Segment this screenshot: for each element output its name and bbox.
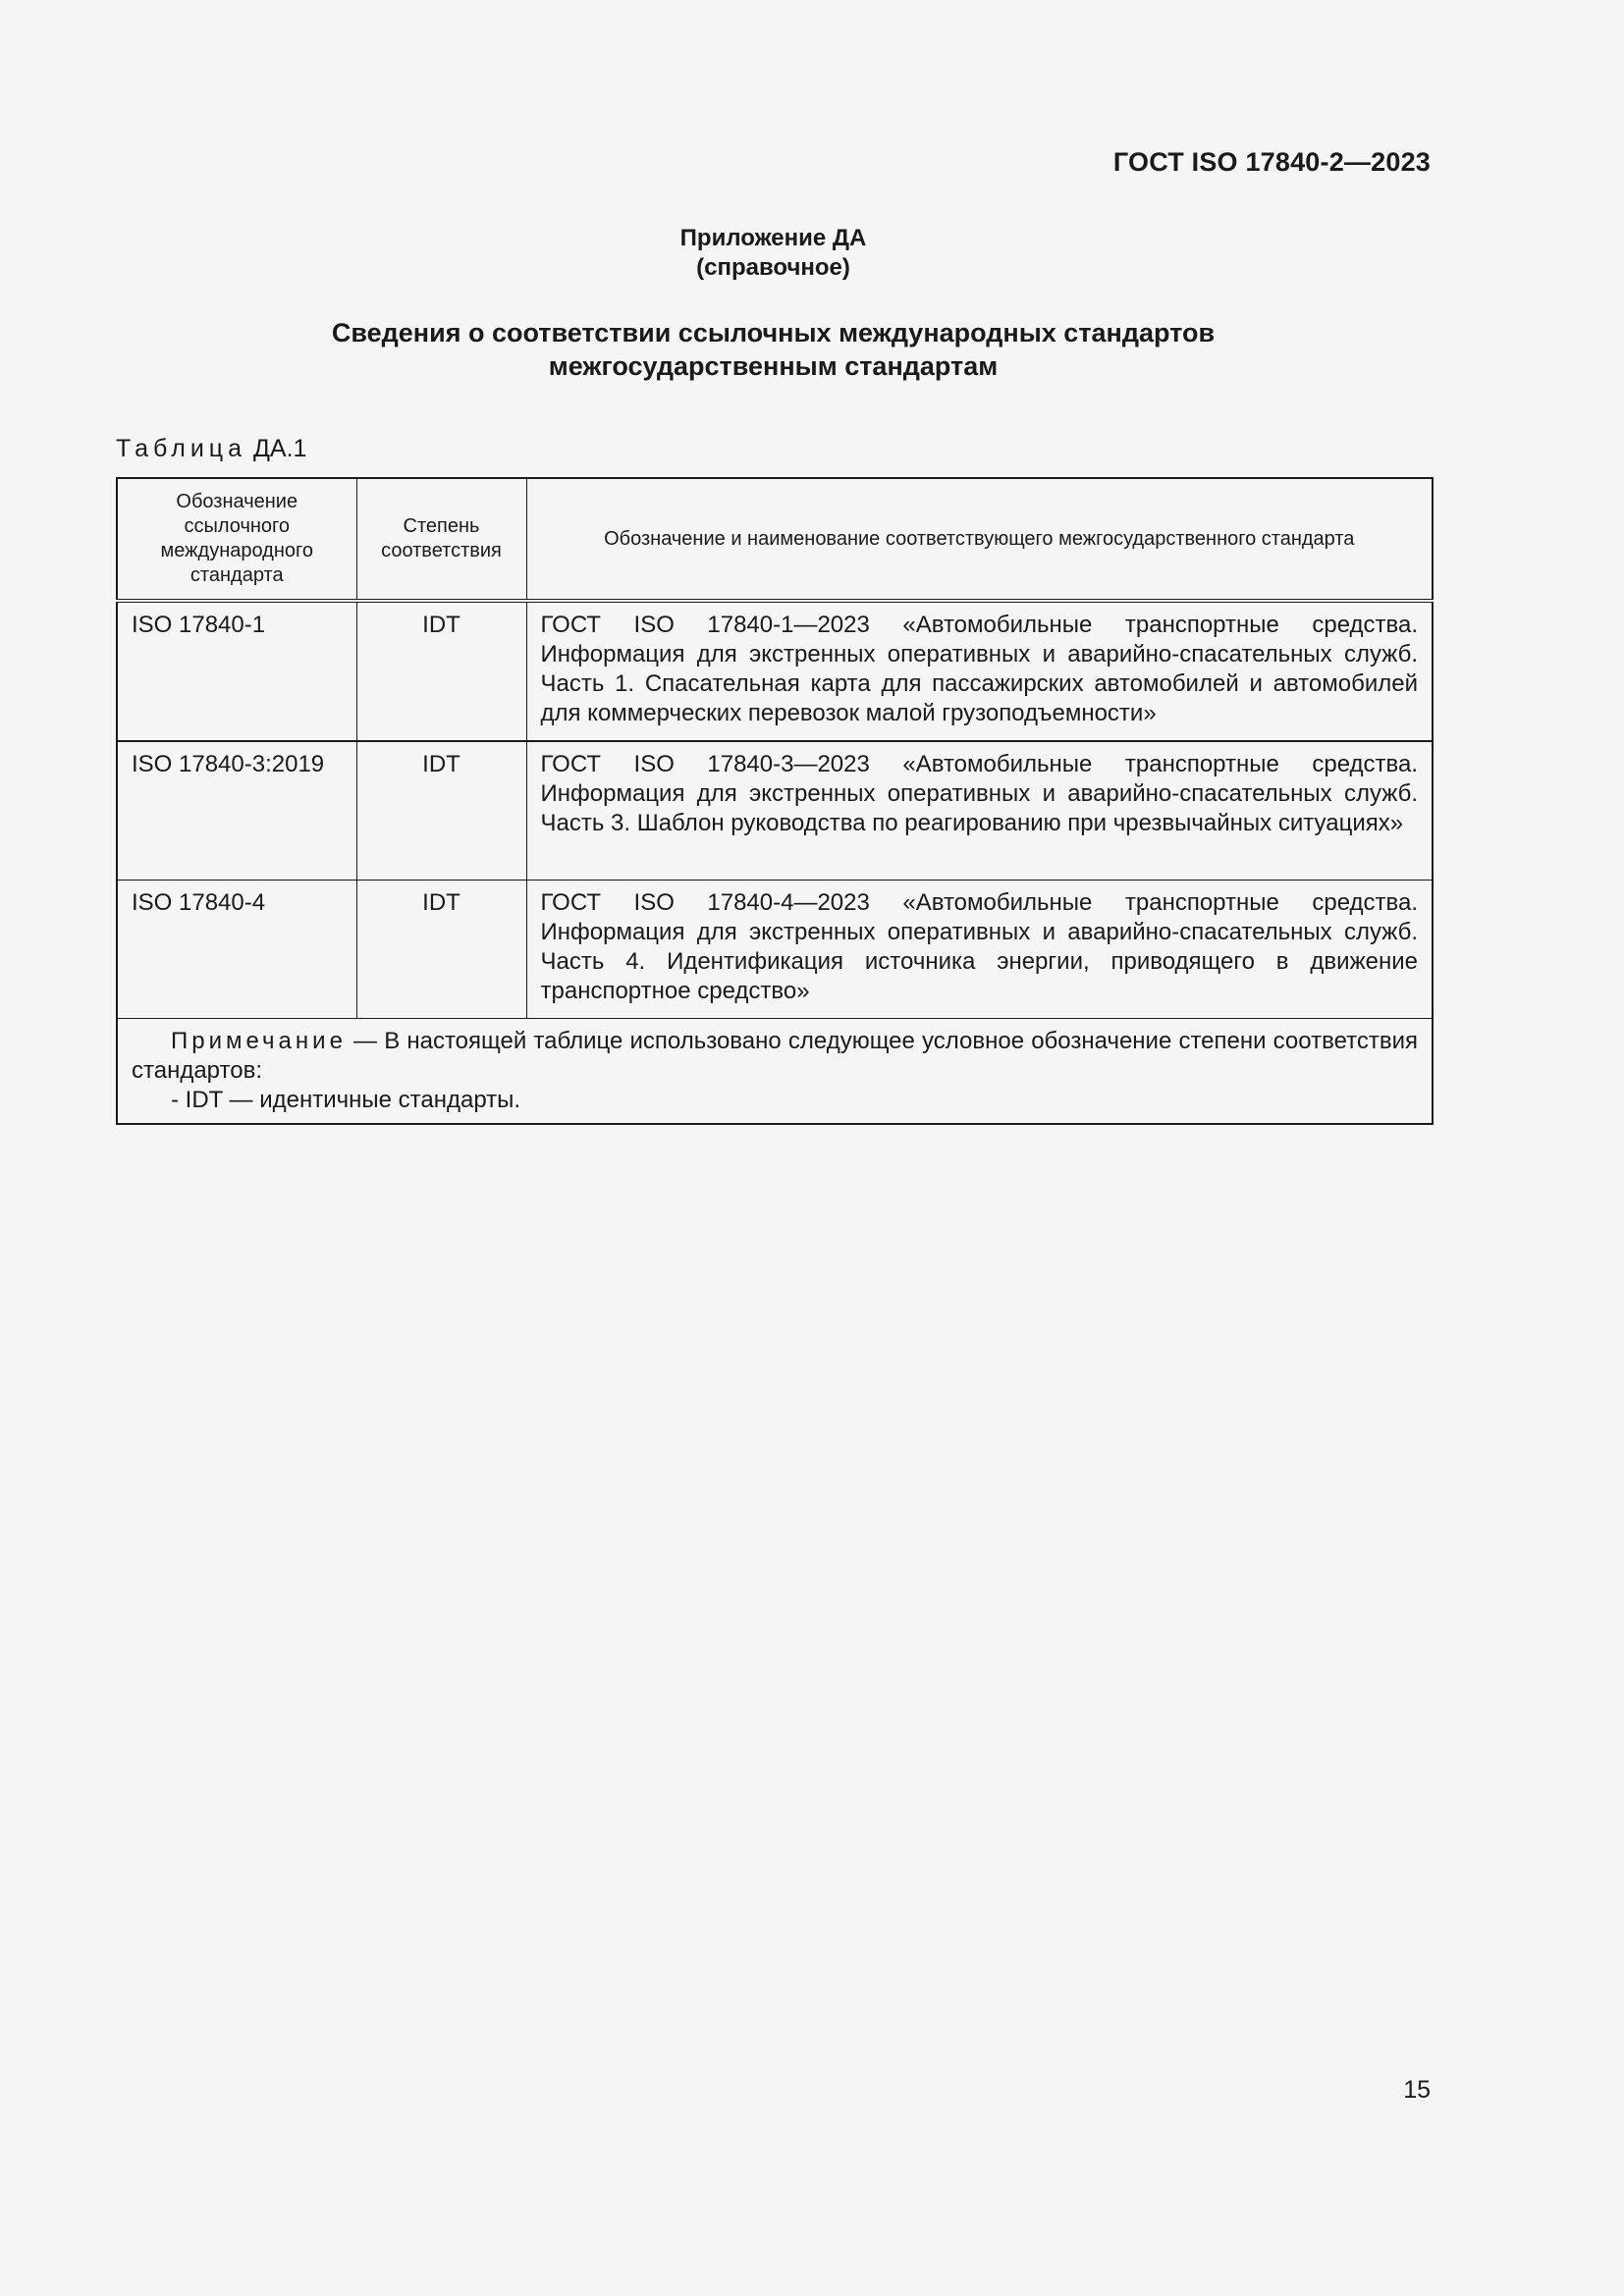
description-cell: ГОСТ ISO 17840-4—2023 «Автомобильные транспортные средства. Информация для экстренных оперативных и аварийно-спасательных служб. Часть 4. Идентификация источника энергии, приводящего в движение транспортное средство»	[526, 881, 1433, 1019]
table-label	[116, 435, 306, 463]
degree-cell: IDT	[356, 601, 526, 741]
table-note-body: — В настоящей таблице использовано следующее условное обозначение степени соответствия стандартов:	[132, 1028, 1418, 1084]
standard-code-cell: ISO 17840-4	[117, 881, 356, 1019]
table-label-number: ДА.1	[252, 435, 307, 462]
table-note-cell	[117, 1019, 1433, 1125]
table-note-item: - IDT — идентичные стандарты.	[171, 1087, 521, 1113]
column-header-description: Обозначение и наименование соответствующего межгосударственного стандарта	[526, 478, 1433, 601]
table-header-row	[117, 478, 1433, 601]
page-number: 15	[1403, 2076, 1431, 2104]
description-cell: ГОСТ ISO 17840-1—2023 «Автомобильные транспортные средства. Информация для экстренных оперативных и аварийно-спасательных служб. Часть 1. Спасательная карта для пассажирских автомобилей и автомобилей для коммерческих перевозок малой грузоподъемности»	[526, 601, 1433, 741]
table-label-prefix: Таблица	[116, 435, 247, 462]
table-note-head: Примечание	[171, 1028, 347, 1054]
section-title-line1: Сведения о соответствии ссылочных международных стандартов	[331, 318, 1216, 347]
degree-cell: IDT	[356, 741, 526, 881]
section-title-line2: межгосударственным стандартам	[548, 351, 999, 381]
table-row	[117, 601, 1433, 741]
table-note-text	[132, 1027, 1418, 1086]
column-header-code: Обозначение ссылочного международного стандарта	[117, 478, 356, 601]
description-cell: ГОСТ ISO 17840-3—2023 «Автомобильные транспортные средства. Информация для экстренных оперативных и аварийно-спасательных служб. Часть 3. Шаблон руководства по реагированию при чрезвычайных ситуациях»	[526, 741, 1433, 881]
table-note-row	[117, 1019, 1433, 1125]
correspondence-table	[116, 477, 1434, 1125]
table-row	[117, 741, 1433, 881]
document-code: ГОСТ ISO 17840-2—2023	[1112, 147, 1431, 177]
standard-code-cell: ISO 17840-3:2019	[117, 741, 356, 881]
appendix-subtitle: (справочное)	[696, 254, 850, 281]
section-title	[0, 316, 1546, 383]
table-row	[117, 881, 1433, 1019]
column-header-degree: Степень соответствия	[356, 478, 526, 601]
degree-cell: IDT	[356, 881, 526, 1019]
standard-code-cell: ISO 17840-1	[117, 601, 356, 741]
appendix-heading	[0, 224, 1546, 283]
appendix-title: Приложение ДА	[679, 225, 867, 251]
